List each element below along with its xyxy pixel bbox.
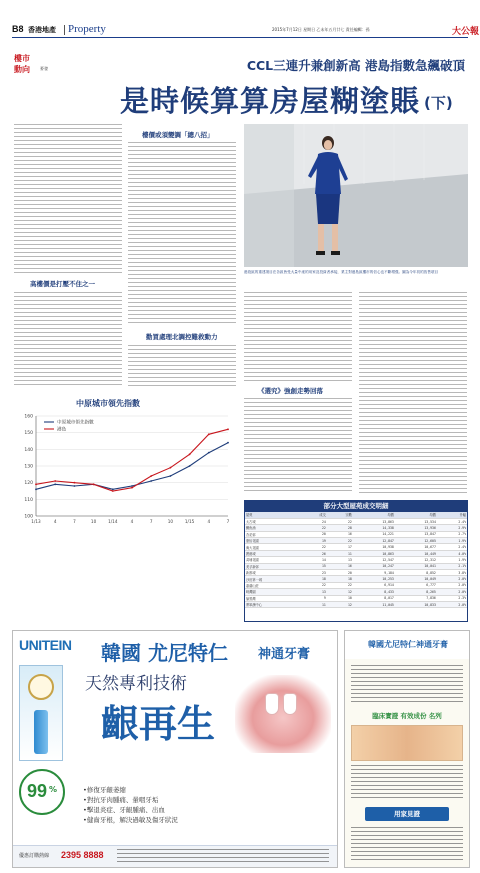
table-cell: 22 (327, 582, 353, 588)
table-cell: 2.9% (437, 525, 467, 531)
table-cell: 8,265 (395, 589, 437, 595)
data-point (208, 452, 210, 454)
table-cell: 淘大花園 (245, 544, 301, 550)
x-tick-label: 1/15 (184, 519, 195, 524)
body-text-col3-bottom (244, 398, 352, 494)
toothpaste-tube-icon (34, 710, 48, 754)
table-cell: 2.1% (437, 563, 467, 569)
ad-percent-badge (19, 769, 65, 815)
table-cell: 12 (327, 589, 353, 595)
data-point (131, 487, 133, 489)
table-cell: 15 (301, 563, 327, 569)
table-cell: 2.7% (437, 531, 467, 537)
table-header-cell: 均價 (395, 512, 437, 518)
table-cell: 23 (301, 570, 327, 576)
table-cell: 11 (301, 601, 327, 607)
table-cell: 28 (327, 525, 353, 531)
ad-contact-label: 優惠訂購熱線 (19, 853, 50, 859)
table-cell: 3.8% (437, 570, 467, 576)
table-header-cell: 升幅 (437, 512, 467, 518)
series-line-2 (36, 429, 228, 491)
x-tick-label: 1/13 (31, 519, 41, 524)
column-tag-line1: 樓市 (14, 54, 30, 63)
paper-logo: 大公報 (452, 27, 480, 37)
table-cell: 嘉湖山莊 (245, 582, 301, 588)
section-divider (64, 25, 65, 35)
body-text-col3 (244, 292, 352, 382)
table-cell: 黃埔花園 (245, 557, 301, 563)
x-tick-label: 7 (226, 519, 230, 524)
table-cell: 2.4% (437, 518, 467, 524)
table-cell: 20 (327, 570, 353, 576)
y-tick-label: 140 (24, 447, 33, 453)
table-cell: 8,852 (395, 570, 437, 576)
table-cell: 2.0% (437, 601, 467, 607)
table-cell: 22 (327, 538, 353, 544)
table-cell: 12,847 (353, 538, 395, 544)
table-cell: 10,863 (353, 550, 395, 556)
x-tick-label: 7 (149, 519, 153, 524)
y-tick-label: 100 (24, 514, 33, 520)
ad-fineprint (117, 849, 329, 865)
table-cell: 10,253 (353, 576, 395, 582)
ad-feature-list (83, 785, 243, 841)
table-cell: 13 (301, 589, 327, 595)
table-cell: 杏花邨 (245, 531, 301, 537)
table-cell: 12 (327, 601, 353, 607)
data-point (150, 475, 152, 477)
table-cell: 映灣園 (245, 589, 301, 595)
table-cell: 鰂魚涌 (245, 525, 301, 531)
toothpaste-advert (12, 630, 338, 868)
chart-plot (14, 410, 236, 534)
table-cell: 14,338 (353, 525, 395, 531)
table-cell: 10,833 (395, 601, 437, 607)
ad-hotline[interactable]: 2395 8888 (61, 850, 104, 860)
table-cell: 16 (327, 531, 353, 537)
table-cell: 22 (327, 518, 353, 524)
body-text-col2 (128, 142, 236, 326)
ad-product-name: 齦再生 (101, 701, 216, 746)
table-cell: 康怡花園 (245, 538, 301, 544)
subhead-b: 高樓價是打壓不住之一 (30, 280, 95, 288)
table-cell: 2.4% (437, 544, 467, 550)
subhead-c: 勤買處理北調控難救動力 (146, 333, 218, 341)
data-point (54, 480, 56, 482)
photo-caption: 港島區的重建項目在各區皆受大量中產的用家及投資者承接，業主對港島區樓市的信心也不斷增強。圖為今年初的放售項目 (244, 270, 439, 274)
data-point (170, 467, 172, 469)
table-cell: 10,041 (395, 563, 437, 569)
table-cell: 12,547 (353, 557, 395, 563)
x-tick-label: 10 (167, 519, 174, 524)
data-point (227, 428, 229, 430)
masthead (12, 23, 480, 38)
photo-scene (244, 124, 468, 267)
table-cell: 10,938 (353, 544, 395, 550)
data-point (112, 490, 114, 492)
y-tick-label: 120 (24, 481, 33, 487)
table-header-cell: 屋苑 (245, 512, 301, 518)
body-text-col1-mid (14, 292, 122, 388)
data-point (131, 485, 133, 487)
chart-title: 中原城市領先指數 (76, 399, 140, 408)
ad-teeth-image (235, 675, 331, 753)
side-ad-photo-strip (351, 725, 463, 761)
side-advert (344, 630, 470, 868)
table-cell: 麗港城 (245, 550, 301, 556)
data-point (189, 453, 191, 455)
column-tag (14, 53, 48, 83)
table-cell: 沙田第一城 (245, 576, 301, 582)
table-cell: 18 (301, 576, 327, 582)
x-tick-label: 1/14 (108, 519, 118, 524)
table-cell: 新都城 (245, 570, 301, 576)
body-text-col2-bottom (128, 345, 236, 387)
table-cell: 6,777 (395, 582, 437, 588)
column-tag-line2: 動向 (14, 65, 30, 74)
x-tick-label: 10 (90, 519, 97, 524)
data-point (112, 488, 114, 490)
table-cell: 13,863 (353, 518, 395, 524)
data-point (227, 442, 229, 444)
table-cell: 20 (301, 531, 327, 537)
table-cell: 14 (301, 557, 327, 563)
ad-feature: •修復牙齦萎縮 (83, 786, 126, 794)
data-point (170, 475, 172, 477)
data-point (208, 433, 210, 435)
index-chart (14, 398, 236, 536)
table-cell: 2.0% (437, 582, 467, 588)
ad-feature: •對抗牙肉腫痛、暈咽牙垢 (83, 796, 159, 804)
table-cell: 1.9% (437, 557, 467, 563)
award-badge-icon (28, 674, 54, 700)
table-title: 部分大型屋苑成交明細 (245, 501, 467, 512)
data-point (54, 483, 56, 485)
table-cell: 太古城 (245, 518, 301, 524)
table-cell: 13 (327, 557, 353, 563)
ad-product-box (19, 665, 63, 761)
tooth-icon (283, 693, 297, 715)
table-cell: 17 (327, 544, 353, 550)
legend-label-sub: 港島 (57, 427, 67, 433)
side-ad-footer-button[interactable]: 用家見證 (365, 807, 449, 821)
headline-suffix: (下) (424, 94, 453, 112)
x-tick-label: 4 (53, 519, 57, 524)
ad-brand-logo: UNITEIN (19, 637, 72, 653)
table-cell: 6,914 (353, 582, 395, 588)
section-name-cn: 香港地產 (28, 26, 56, 34)
data-point (35, 488, 37, 490)
page-number: B8 (12, 24, 24, 34)
table-cell: 9 (301, 595, 327, 601)
ad-percent-suffix: % (49, 785, 58, 794)
data-point (150, 480, 152, 482)
table-cell: 將軍澳中心 (245, 601, 301, 607)
x-tick-label: 4 (207, 519, 211, 524)
date-line: 2015年7月12日 星期日 乙未年五月廿七 責任編輯：孫 (272, 27, 370, 32)
y-tick-label: 150 (24, 431, 33, 437)
y-tick-label: 110 (24, 497, 33, 503)
table-cell: 24 (301, 518, 327, 524)
table-cell: 14,221 (353, 531, 395, 537)
transactions-table (245, 512, 467, 608)
table-cell: 19 (301, 538, 327, 544)
table-header-cell: 宗數 (327, 512, 353, 518)
table-cell: 18 (327, 576, 353, 582)
table-cell: 愉景灣 (245, 595, 301, 601)
ad-percent-value: 99 (27, 781, 48, 801)
table-cell: 12,605 (395, 538, 437, 544)
y-tick-label: 160 (24, 414, 33, 420)
headline-subtitle: CCL三連升兼創新高 港島指數急飆破頂 (246, 58, 465, 73)
transactions-table-box (244, 500, 468, 622)
side-ad-header (345, 631, 469, 659)
ad-subtitle: 神通牙膏 (258, 647, 311, 662)
table-cell: 9,184 (353, 570, 395, 576)
table-cell: 11 (327, 550, 353, 556)
column-byline: 麥發 (40, 66, 48, 71)
tooth-icon (265, 693, 279, 715)
table-cell: 10 (327, 595, 353, 601)
news-photo (244, 124, 468, 267)
table-cell: 16 (327, 563, 353, 569)
table-cell: 4.0% (437, 550, 467, 556)
table-cell: 12,312 (395, 557, 437, 563)
side-ad-text-mid (351, 765, 463, 801)
side-ad-title: 韓國尤尼特仁神通牙膏 (368, 640, 448, 649)
table-cell: 13,534 (395, 518, 437, 524)
ad-tagline: 天然專利技術 (85, 674, 187, 694)
table-cell: 8,017 (353, 595, 395, 601)
side-ad-text-top (351, 665, 463, 705)
table-cell: 10,449 (395, 550, 437, 556)
table-cell: 7,836 (395, 595, 437, 601)
legend-label-main: 中原城市領先指數 (57, 420, 94, 426)
table-cell: 2.0% (437, 589, 467, 595)
subhead-a: 樓價或須變調「總八招」 (142, 131, 214, 139)
table-cell: 美孚新邨 (245, 563, 301, 569)
data-point (74, 482, 76, 484)
table-header-cell: 均價 (353, 512, 395, 518)
table-cell: 13,847 (395, 531, 437, 537)
side-ad-heading-mid: 臨床實證 有效成份 名列 (372, 712, 442, 720)
table-cell: 22 (301, 582, 327, 588)
table-cell: 1.9% (437, 538, 467, 544)
y-tick-label: 130 (24, 464, 33, 470)
table-cell: 22 (301, 525, 327, 531)
subhead-d: 《選究》強創走勢回落 (258, 387, 323, 395)
table-cell: 2.3% (437, 595, 467, 601)
data-point (35, 483, 37, 485)
data-point (189, 465, 191, 467)
table-header-cell: 成交 (301, 512, 327, 518)
table-cell: 2.0% (437, 576, 467, 582)
headline-title: 是時候算算房屋糊塗賬 (119, 84, 420, 118)
body-text-col1-top (14, 124, 122, 274)
x-tick-label: 4 (130, 519, 134, 524)
ad-brand-cn: 韓國 尤尼特仁 (101, 641, 228, 665)
table-row (245, 601, 467, 607)
table-cell: 13,936 (395, 525, 437, 531)
table-cell: 11,045 (353, 601, 395, 607)
side-ad-text-bottom (351, 827, 463, 863)
table-cell: 26 (301, 550, 327, 556)
section-name-en: Property (68, 23, 106, 35)
ad-footer-bar (13, 845, 337, 867)
body-text-col4 (359, 292, 467, 494)
ad-feature: •健齒牙根，解決過敏及傷牙狀況 (83, 816, 178, 824)
table-cell: 22 (301, 544, 327, 550)
data-point (74, 485, 76, 487)
table-cell: 10,247 (353, 563, 395, 569)
x-tick-label: 7 (73, 519, 76, 524)
ad-feature: •擊退炎症、牙齦腫痛、出血 (83, 806, 165, 814)
table-cell: 10,677 (395, 544, 437, 550)
table-cell: 8,433 (353, 589, 395, 595)
data-point (93, 483, 95, 485)
table-cell: 10,049 (395, 576, 437, 582)
